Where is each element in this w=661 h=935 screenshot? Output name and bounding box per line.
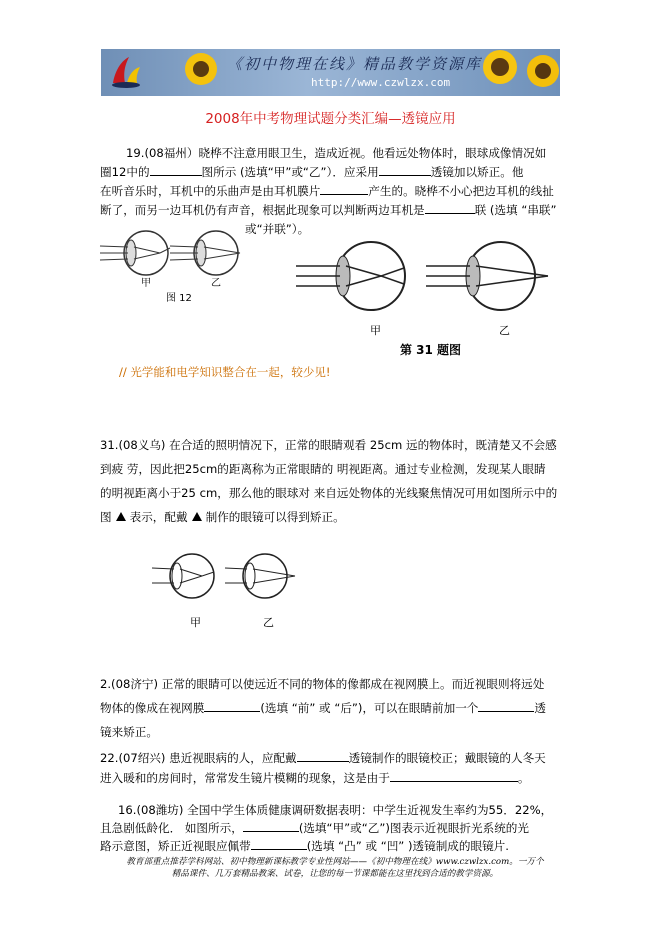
- label-yi: 乙: [499, 324, 510, 337]
- answer-blank[interactable]: [251, 837, 307, 850]
- answer-blank[interactable]: [478, 699, 534, 712]
- eye-diagram-jia: [100, 231, 170, 275]
- eye-diagram-yi: [426, 242, 548, 310]
- answer-blank[interactable]: [297, 749, 349, 762]
- figure-31-small: [150, 548, 310, 634]
- question-22: 22.(07绍兴) 患近视眼病的人，应配戴 透镜制作的眼镜校正；戴眼镜的人冬天 进入暖和的房间时，常常发生镜片模糊的现象，这是由于 。: [100, 751, 546, 785]
- label-jia: 甲: [190, 616, 201, 629]
- answer-blank[interactable]: [425, 201, 475, 214]
- footer: 教育部重点推荐学科网站、初中物理新课标教学专业性网站——《初中物理在线》www.czwlzx.com。一万个 精品课件、几万套精品教案、试卷，让您的每一节课都能在这里找到合适的教学资源。: [126, 857, 544, 879]
- eye-diagram-yi: [170, 231, 240, 275]
- answer-blank[interactable]: [150, 163, 202, 176]
- question-31: 31.(08义乌) 在合适的照明情况下，正常的眼睛观看 25cm 远的物体时，既清楚又不会感 到疲 劳，因此把25cm的距离称为正常眼睛的 明视距离。通过专业检测，发现某人眼睛 的明视距离小于25 cm，那么他的眼球对 来自远处物体的光线聚焦情况可用如图所示中的 图 表示，配戴 制作的眼镜可以得到矫正。: [100, 438, 558, 524]
- sunflower-icon: [181, 49, 221, 96]
- figure-31-large: [296, 238, 566, 362]
- page-title: 2008年中考物理试题分类汇编—透镜应用: [205, 111, 456, 127]
- sunflower-icon: [479, 49, 521, 96]
- banner-url: http://www.czwlzx.com: [311, 76, 451, 89]
- question-19: 19.(08福州）晓桦不注意用眼卫生，造成近视。他看远处物体时，眼球成像情况如 圈12中的 图所示 (选填“甲”或“乙”）．应采用 透镜加以矫正。他 在听音乐时，耳机中的乐曲声是由耳机膜片 产生的。晓桦不小心把边耳机的线扯 断了，而另一边耳机仍有声音，根据此现象可以判断两边耳机是 联 (选填 “串联” 或“并联”）。: [100, 146, 557, 236]
- figure-caption: 第 31 题图: [400, 343, 462, 357]
- figure-caption: 图 12: [166, 293, 192, 304]
- answer-blank[interactable]: [320, 182, 368, 195]
- label-jia: 甲: [141, 278, 151, 289]
- answer-blank[interactable]: [243, 819, 299, 832]
- figure-12: [98, 226, 268, 306]
- label-yi: 乙: [263, 616, 274, 629]
- answer-triangle-icon[interactable]: [192, 512, 202, 521]
- eye-diagram-jia: [296, 242, 405, 310]
- sunflower-icon: [521, 49, 560, 96]
- site-logo-icon: [107, 53, 145, 91]
- banner-title: 《初中物理在线》精品教学资源库: [227, 55, 483, 73]
- label-jia: 甲: [370, 324, 381, 337]
- label-yi: 乙: [211, 278, 221, 289]
- answer-blank[interactable]: [379, 163, 431, 176]
- question-16: 16.(08潍坊) 全国中学生体质健康调研数据表明：中学生近视发生率约为55．22%， 且急剧低龄化． 如图所示， (选填“甲”或“乙”)图表示近视眼折光系统的光 路示意图，矫正近视眼应佩带 (选填 “凸” 或 “凹” )透镜制成的眼镜片.: [100, 803, 553, 853]
- header-banner: [101, 49, 560, 96]
- answer-blank[interactable]: [204, 699, 260, 712]
- answer-blank[interactable]: [390, 769, 518, 782]
- eye-diagram-yi: [225, 554, 295, 598]
- eye-diagram-jia: [152, 554, 214, 598]
- question-2: 2.(08济宁) 正常的眼睛可以使远近不同的物体的像都成在视网膜上。而近视眼则将远处 物体的像成在视网膜 (选填 “前” 或 “后”)，可以在眼睛前加一个 透 镜来矫正。: [100, 677, 547, 739]
- teacher-note: // 光学能和电学知识整合在一起，较少见!: [119, 365, 331, 379]
- answer-triangle-icon[interactable]: [116, 512, 126, 521]
